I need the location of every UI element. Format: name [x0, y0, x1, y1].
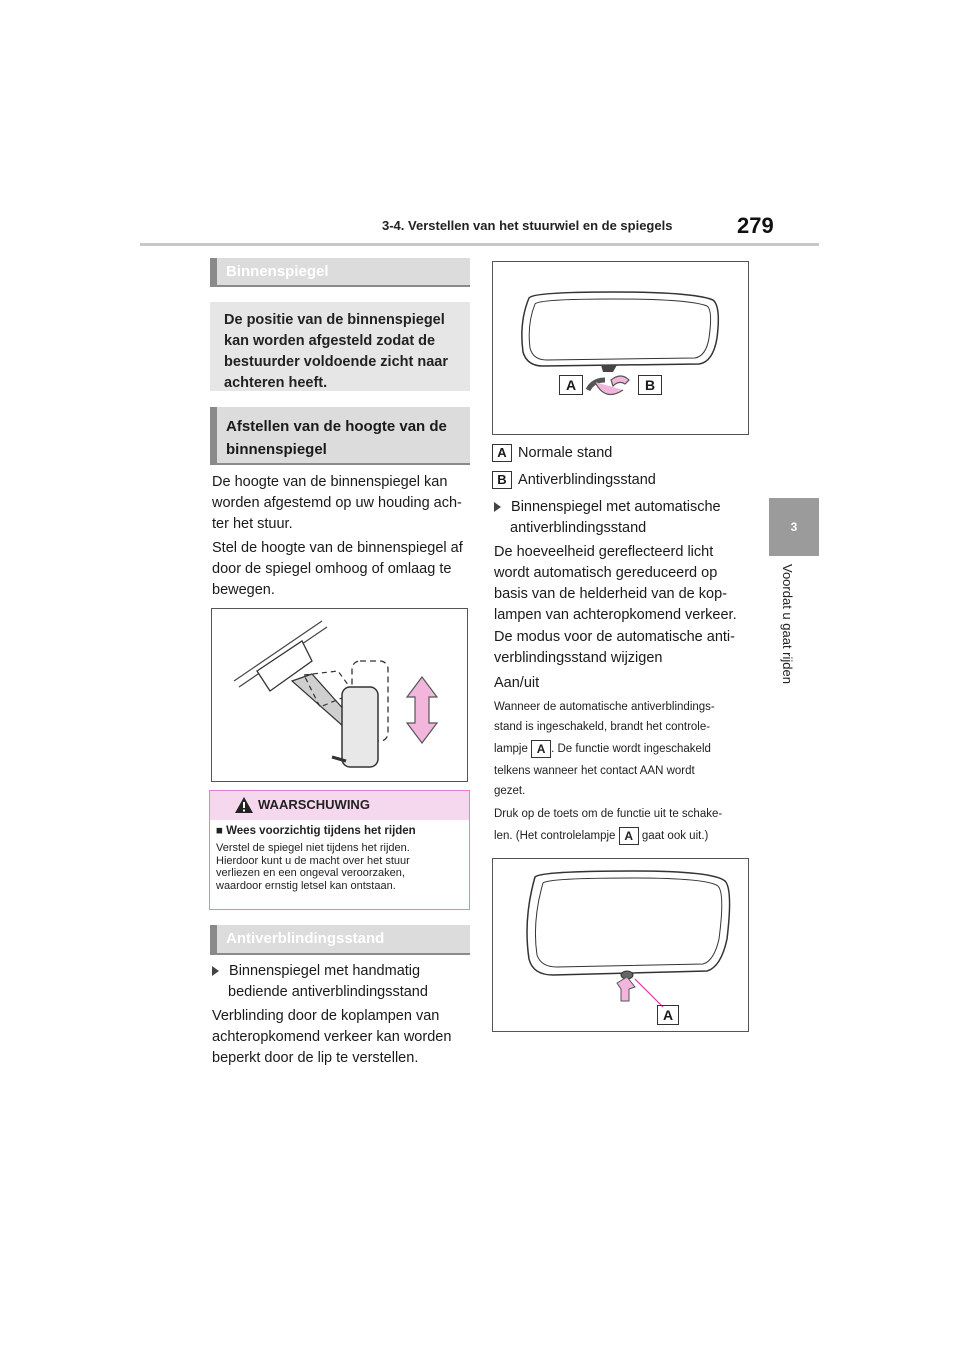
mirror-lever-illustration [493, 262, 748, 434]
heading-antiverblinding [210, 925, 470, 955]
figure-mirror-height [211, 608, 468, 782]
figure-mirror-lever [492, 261, 749, 435]
mode-paragraph: De modus voor de automatische anti- verblindingsstand wijzigen [494, 629, 735, 666]
indicator-letter-a: A [531, 740, 551, 758]
legend-b-letter: B [492, 471, 512, 489]
intro-text: De positie van de binnenspiegel kan worden afgesteld zodat de bestuurder voldoende zicht naar achteren heeft. [224, 312, 448, 391]
on-off-label: Aan/uit [494, 675, 540, 691]
bullet-arrow-icon [212, 966, 219, 976]
intro-box [210, 302, 470, 391]
warning-title: WAARSCHUWING [258, 797, 370, 812]
heading-height [210, 407, 470, 465]
bullet-arrow-icon [494, 502, 501, 512]
chapter-tab: 3 [769, 498, 819, 556]
legend-b-text: Antiverblindingsstand [518, 472, 656, 488]
warning-triangle-icon [234, 796, 254, 814]
legend-a-letter: A [492, 444, 512, 462]
page-number: 279 [737, 213, 774, 238]
bullet-automatic: Binnenspiegel met automatische antiverblindingsstand [494, 497, 764, 539]
automatic-paragraph: De hoeveelheid gereflecteerd licht wordt automatisch gereduceerd op basis van de helderheid van de kop- lampen van achteropkomend verkeer. [494, 544, 737, 623]
mirror-height-illustration [212, 609, 467, 781]
heading-height-line2: binnenspiegel [226, 441, 327, 458]
figure-label-b: B [638, 375, 662, 395]
height-paragraph-2: Stel de hoogte van de binnenspiegel af door de spiegel omhoog of omlaag te bewegen. [212, 540, 463, 598]
legend-a-text: Normale stand [518, 445, 613, 461]
section-title: 3-4. Verstellen van het stuurwiel en de spiegels [382, 218, 673, 233]
heading-binnenspiegel-text: Binnenspiegel [226, 263, 329, 280]
warning-header [210, 791, 469, 820]
mirror-indicator-illustration [493, 859, 748, 1031]
bullet-manual: Binnenspiegel met handmatig bediende antiverblindingsstand [212, 961, 472, 1003]
indicator-letter-a-2: A [619, 827, 639, 845]
heading-antiverblinding-text: Antiverblindingsstand [226, 930, 385, 947]
warning-body: Verstel de spiegel niet tijdens het rijden. Hierdoor kunt u de macht over het stuur verliezen en een ongeval veroorzaken, waardoor ernstig letsel kan ontstaan. [216, 842, 410, 892]
heading-height-line1: Afstellen van de hoogte van de [226, 418, 447, 435]
heading-binnenspiegel [210, 258, 470, 287]
legend-b [492, 470, 762, 491]
height-paragraph-1: De hoogte van de binnenspiegel kan worden afgestemd op uw houding ach- ter het stuur. [212, 474, 462, 532]
figure-label-a: A [559, 375, 583, 395]
figure-mirror-indicator [492, 858, 749, 1032]
header-divider [140, 243, 819, 246]
auto-note-1: Wanneer de automatische antiverblindings- stand is ingeschakeld, brandt het controle- lampje A . De functie wordt ingeschakeld telkens wanneer het contact AAN wordt gezet. [494, 701, 715, 797]
figure2-label-a: A [657, 1005, 679, 1025]
legend-a [492, 443, 762, 464]
chapter-label: Voordat u gaat rijden [780, 564, 795, 684]
warning-subtitle: ■ Wees voorzichtig tijdens het rijden [216, 825, 416, 837]
auto-note-2: Druk op de toets om de functie uit te schake- len. (Het controlelampje A gaat ook uit.) [494, 808, 723, 843]
manual-paragraph: Verblinding door de koplampen van achteropkomend verkeer kan worden beperkt door de lip te verstellen. [212, 1008, 452, 1066]
warning-box [209, 790, 470, 910]
